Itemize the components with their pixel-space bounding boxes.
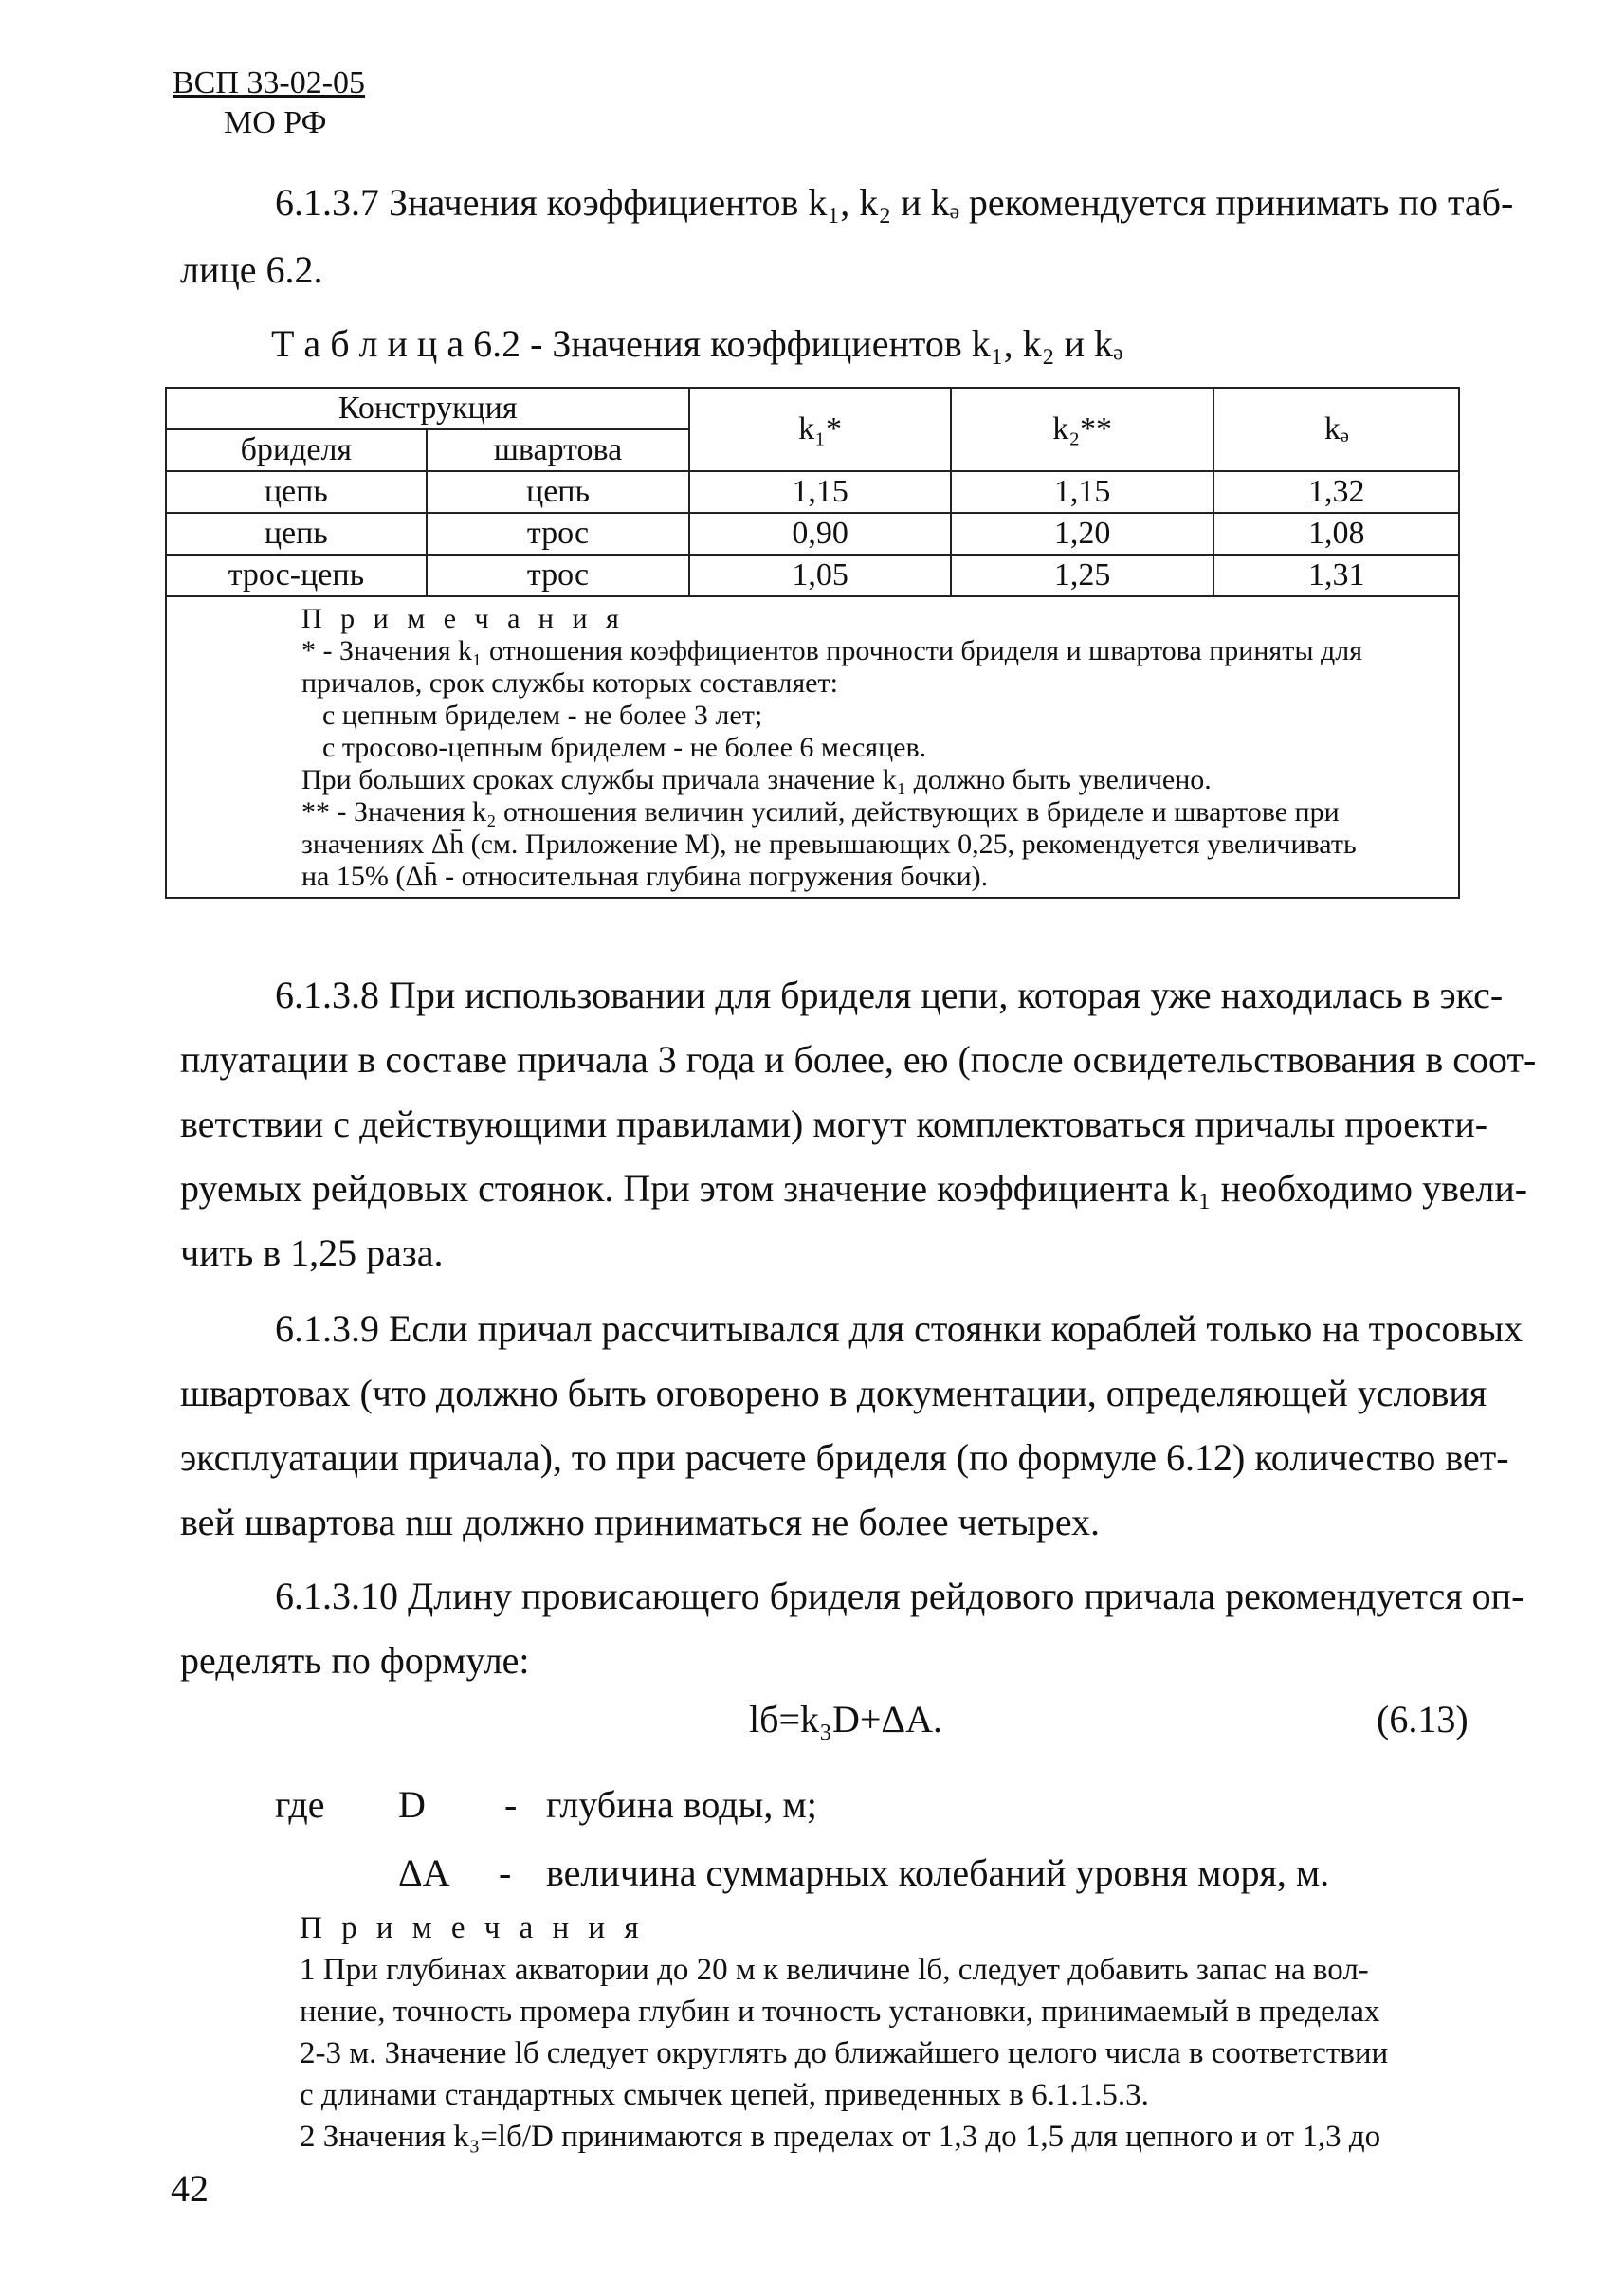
note-line: 1 При глубинах акватории до 20 м к величине lб, следует добавить запас на вол- [300, 1953, 1369, 1987]
paragraph-line: 6.1.3.9 Если причал рассчитывался для стоянки кораблей только на тросовых [275, 1307, 1524, 1350]
table-cell: 0,90 [689, 513, 951, 555]
where-symbol: D [398, 1783, 426, 1826]
formula-number: (6.13) [1377, 1698, 1469, 1740]
paragraph-line: чить в 1,25 раза. [180, 1231, 444, 1274]
table-cell: 1,25 [951, 555, 1214, 596]
note-line: с цепным бриделем - не более 3 лет; [322, 700, 763, 731]
header-construction: Конструкция [166, 388, 689, 429]
header-mooring: швартова [427, 429, 690, 471]
note-line: с длинами стандартных смычек цепей, приведенных в 6.1.1.5.3. [300, 2078, 1149, 2112]
paragraph-line: ветствии с действующими правилами) могут комплектоваться причалы проекти- [180, 1102, 1488, 1145]
paragraph-line: вей швартова nш должно приниматься не более четырех. [180, 1501, 1101, 1543]
where-word: где [275, 1783, 325, 1826]
document-code: ВСП 33-02-05 [173, 65, 366, 100]
paragraph-line: плуатации в составе причала 3 года и более, ею (после освидетельствования в соот- [180, 1038, 1537, 1081]
table-notes-row [166, 596, 1459, 898]
table-cell: цепь [166, 471, 427, 513]
note-line: значениях Δh̄ (см. Приложение М), не превышающих 0,25, рекомендуется увеличивать [301, 829, 1357, 860]
note-line: нение, точность промера глубин и точность установки, принимаемый в пределах [300, 1995, 1380, 2029]
table-cell: 1,05 [689, 555, 951, 596]
page-number: 42 [171, 2167, 209, 2210]
paragraph-line: 6.1.3.8 При использовании для бриделя цепи, которая уже находилась в экс- [275, 974, 1504, 1016]
paragraph-line: 6.1.3.7 Значения коэффициентов k₁, k₂ и kₔ рекомендуется принимать по таб- [275, 181, 1514, 224]
organization: МО РФ [224, 105, 327, 140]
notes-title: П р и м е ч а н и я [301, 603, 625, 634]
table-caption: Т а б л и ц а 6.2 - Значения коэффициентов k₁, k₂ и kₔ [271, 322, 1123, 365]
table-cell: трос-цепь [166, 555, 427, 596]
coefficients-table [165, 387, 1460, 899]
where-symbol: ΔA [398, 1851, 450, 1894]
table-header-row [166, 388, 1459, 429]
where-dash: - [499, 1851, 512, 1894]
paragraph-line: 6.1.3.10 Длину провисающего бриделя рейдового причала рекомендуется оп- [275, 1575, 1524, 1617]
where-definition: величина суммарных колебаний уровня моря, м. [546, 1851, 1330, 1894]
formula-notes [300, 1907, 1458, 2158]
table-row [166, 513, 1459, 555]
table-cell: 1,15 [689, 471, 951, 513]
table-notes [166, 596, 1459, 898]
table-cell: трос [427, 555, 690, 596]
table-cell: цепь [166, 513, 427, 555]
where-definition: глубина воды, м; [546, 1783, 817, 1826]
note-line: на 15% (Δh̄ - относительная глубина погружения бочки). [301, 861, 989, 892]
table-cell: трос [427, 513, 690, 555]
paragraph-6-1-3-10 [180, 1564, 1524, 1693]
notes-title: П р и м е ч а н и я [300, 1911, 645, 1945]
note-line: с тросово-цепным бриделем - не более 6 месяцев. [322, 732, 927, 763]
header-k2: k₂** [951, 388, 1214, 471]
paragraph-line: ределять по формуле: [180, 1639, 530, 1682]
paragraph-line: швартовах (что должно быть оговорено в документации, определяющей условия [180, 1372, 1487, 1414]
paragraph-6-1-3-8 [180, 963, 1537, 1285]
paragraph-line: эксплуатации причала), то при расчете бриделя (по формуле 6.12) количество вет- [180, 1436, 1509, 1479]
note-line: 2 Значения k₃=lб/D принимаются в пределах от 1,3 до 1,5 для цепного и от 1,3 до [300, 2120, 1381, 2154]
table-cell: 1,08 [1213, 513, 1459, 555]
header-k1: k₁* [689, 388, 951, 471]
table-cell: 1,15 [951, 471, 1214, 513]
table-cell: 1,20 [951, 513, 1214, 555]
table-cell: 1,32 [1213, 471, 1459, 513]
header-ke: kₔ [1213, 388, 1459, 471]
header-bridle: бриделя [166, 429, 427, 471]
table-row [166, 471, 1459, 513]
note-line: При больших сроках службы причала значение k₁ должно быть увеличено. [301, 764, 1212, 795]
table-row [166, 555, 1459, 596]
note-line: * - Значения k₁ отношения коэффициентов прочности бриделя и швартова приняты для [301, 635, 1363, 666]
note-line: причалов, срок службы которых составляет: [301, 667, 838, 699]
paragraph-6-1-3-7 [180, 171, 1514, 235]
note-line: 2-3 м. Значение lб следует округлять до ближайшего целого числа в соответствии [300, 2036, 1389, 2070]
table-cell: 1,31 [1213, 555, 1459, 596]
formula-expression: lб=k₃D+ΔA. [749, 1698, 943, 1740]
paragraph-6-1-3-9 [180, 1297, 1524, 1555]
where-dash: - [504, 1783, 518, 1826]
note-line: ** - Значения k₂ отношения величин усилий, действующих в бриделе и швартове при [301, 796, 1340, 828]
paragraph-line: руемых рейдовых стоянок. При этом значение коэффициента k₁ необходимо увели- [180, 1167, 1528, 1210]
table-cell: цепь [427, 471, 690, 513]
paragraph-line: лице 6.2. [180, 248, 323, 291]
